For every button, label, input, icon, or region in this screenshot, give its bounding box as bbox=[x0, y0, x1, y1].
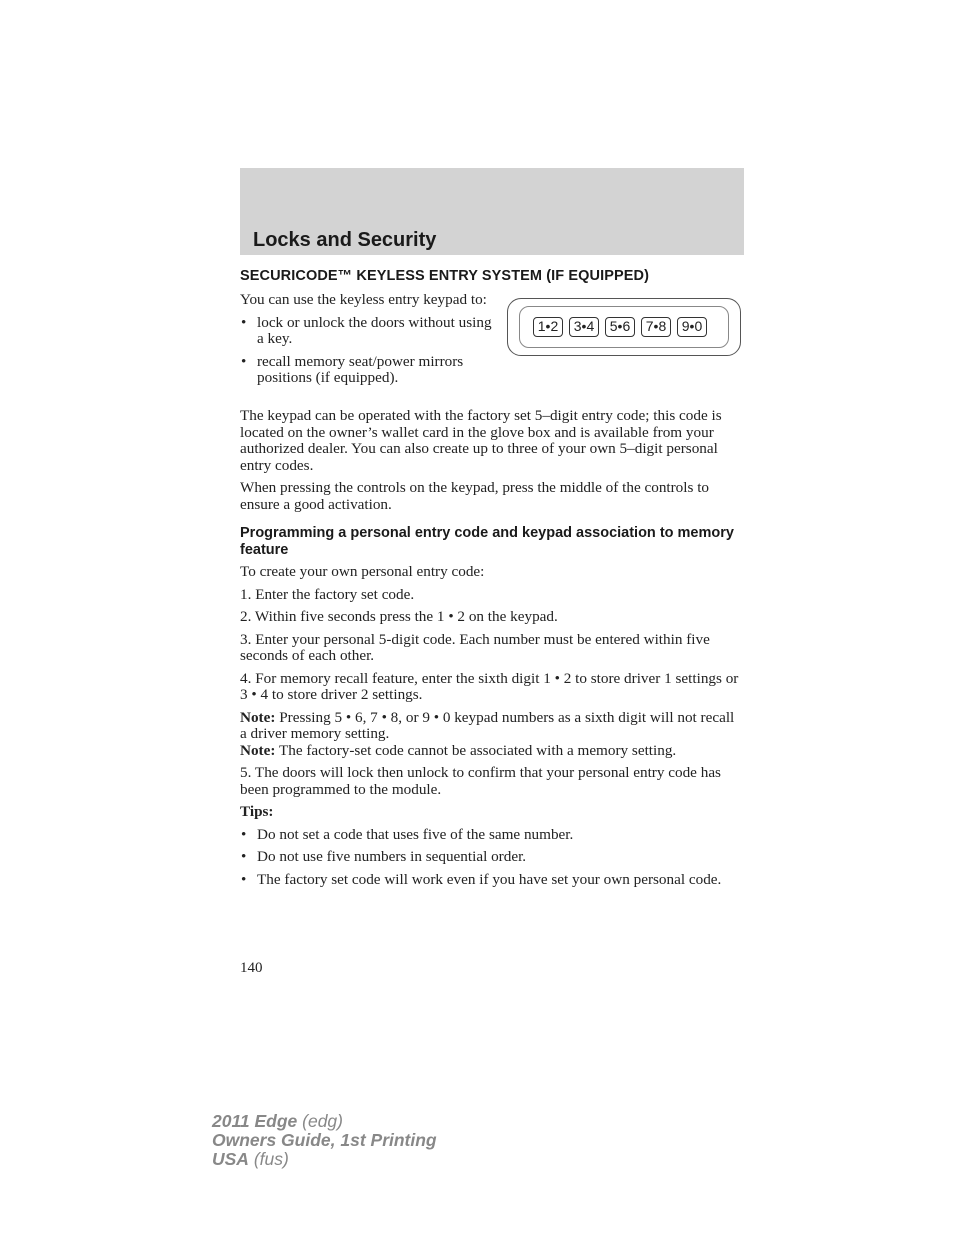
keypad-key: 3•4 bbox=[569, 317, 599, 337]
intro-bullet: • lock or unlock the doors without using a key. bbox=[240, 315, 495, 348]
body-block bbox=[240, 408, 744, 894]
footer-market: USA bbox=[212, 1149, 249, 1169]
note bbox=[240, 743, 744, 760]
footer-line bbox=[212, 1150, 437, 1169]
body-paragraph: When pressing the controls on the keypad, press the middle of the controls to ensure a good activation. bbox=[240, 479, 710, 513]
keypad-key: 7•8 bbox=[641, 317, 671, 337]
programming-heading: Programming a personal entry code and keypad association to memory feature bbox=[240, 525, 734, 558]
footer-line bbox=[212, 1112, 437, 1131]
programming-lead: To create your own personal entry code: bbox=[240, 563, 485, 580]
intro-lead: You can use the keyless entry keypad to: bbox=[240, 291, 487, 308]
keypad-keys bbox=[533, 317, 707, 337]
tips-label: Tips: bbox=[240, 803, 274, 820]
intro-bullet: • recall memory seat/power mirrors positions (if equipped). bbox=[240, 354, 495, 387]
tip-bullet: • Do not set a code that uses five of the same number. bbox=[240, 827, 744, 844]
footer-model-code: (edg) bbox=[297, 1111, 343, 1131]
note-text: Pressing 5 • 6, 7 • 8, or 9 • 0 keypad numbers as a sixth digit will not recall a driver memory setting. bbox=[240, 708, 735, 742]
step-item: 4. For memory recall feature, enter the sixth digit 1 • 2 to store driver 1 settings or 3 • 4 to store driver 2 settings. bbox=[240, 669, 739, 703]
footer-model: 2011 Edge bbox=[212, 1111, 298, 1131]
step-item: 1. Enter the factory set code. bbox=[240, 585, 415, 603]
footer-imprint bbox=[212, 1112, 437, 1169]
footer-market-code: (fus) bbox=[248, 1149, 289, 1169]
keypad-illustration bbox=[507, 298, 741, 356]
note bbox=[240, 710, 744, 743]
keypad-key: 1•2 bbox=[533, 317, 563, 337]
section-title: Locks and Security bbox=[253, 229, 437, 251]
section-header-band bbox=[240, 168, 744, 255]
intro-block bbox=[240, 292, 495, 393]
step-item: 2. Within five seconds press the 1 • 2 on the keypad. bbox=[240, 608, 558, 625]
page-heading: SECURICODE™ KEYLESS ENTRY SYSTEM (IF EQUIPPED) bbox=[240, 268, 650, 284]
footer-line: Owners Guide, 1st Printing bbox=[212, 1130, 437, 1150]
body-paragraph: The keypad can be operated with the factory set 5–digit entry code; this code is located on the owner’s wallet card in the glove box and is available from your authorized dealer. You can also create up to three of your own 5–digit personal entry codes. bbox=[240, 407, 722, 474]
keypad-key: 5•6 bbox=[605, 317, 635, 337]
tip-bullet: • Do not use five numbers in sequential order. bbox=[240, 849, 744, 866]
tip-bullet: • The factory set code will work even if you have set your own personal code. bbox=[240, 872, 744, 889]
note-label: Note: bbox=[240, 708, 276, 726]
keypad-key: 9•0 bbox=[677, 317, 707, 337]
note-text: The factory-set code cannot be associated with a memory setting. bbox=[275, 741, 677, 759]
step-item: 3. Enter your personal 5-digit code. Each number must be entered within five seconds of each other. bbox=[240, 630, 710, 664]
page-number: 140 bbox=[240, 960, 263, 976]
step-item: 5. The doors will lock then unlock to confirm that your personal entry code has been programmed to the module. bbox=[240, 764, 721, 798]
note-label: Note: bbox=[240, 741, 276, 759]
